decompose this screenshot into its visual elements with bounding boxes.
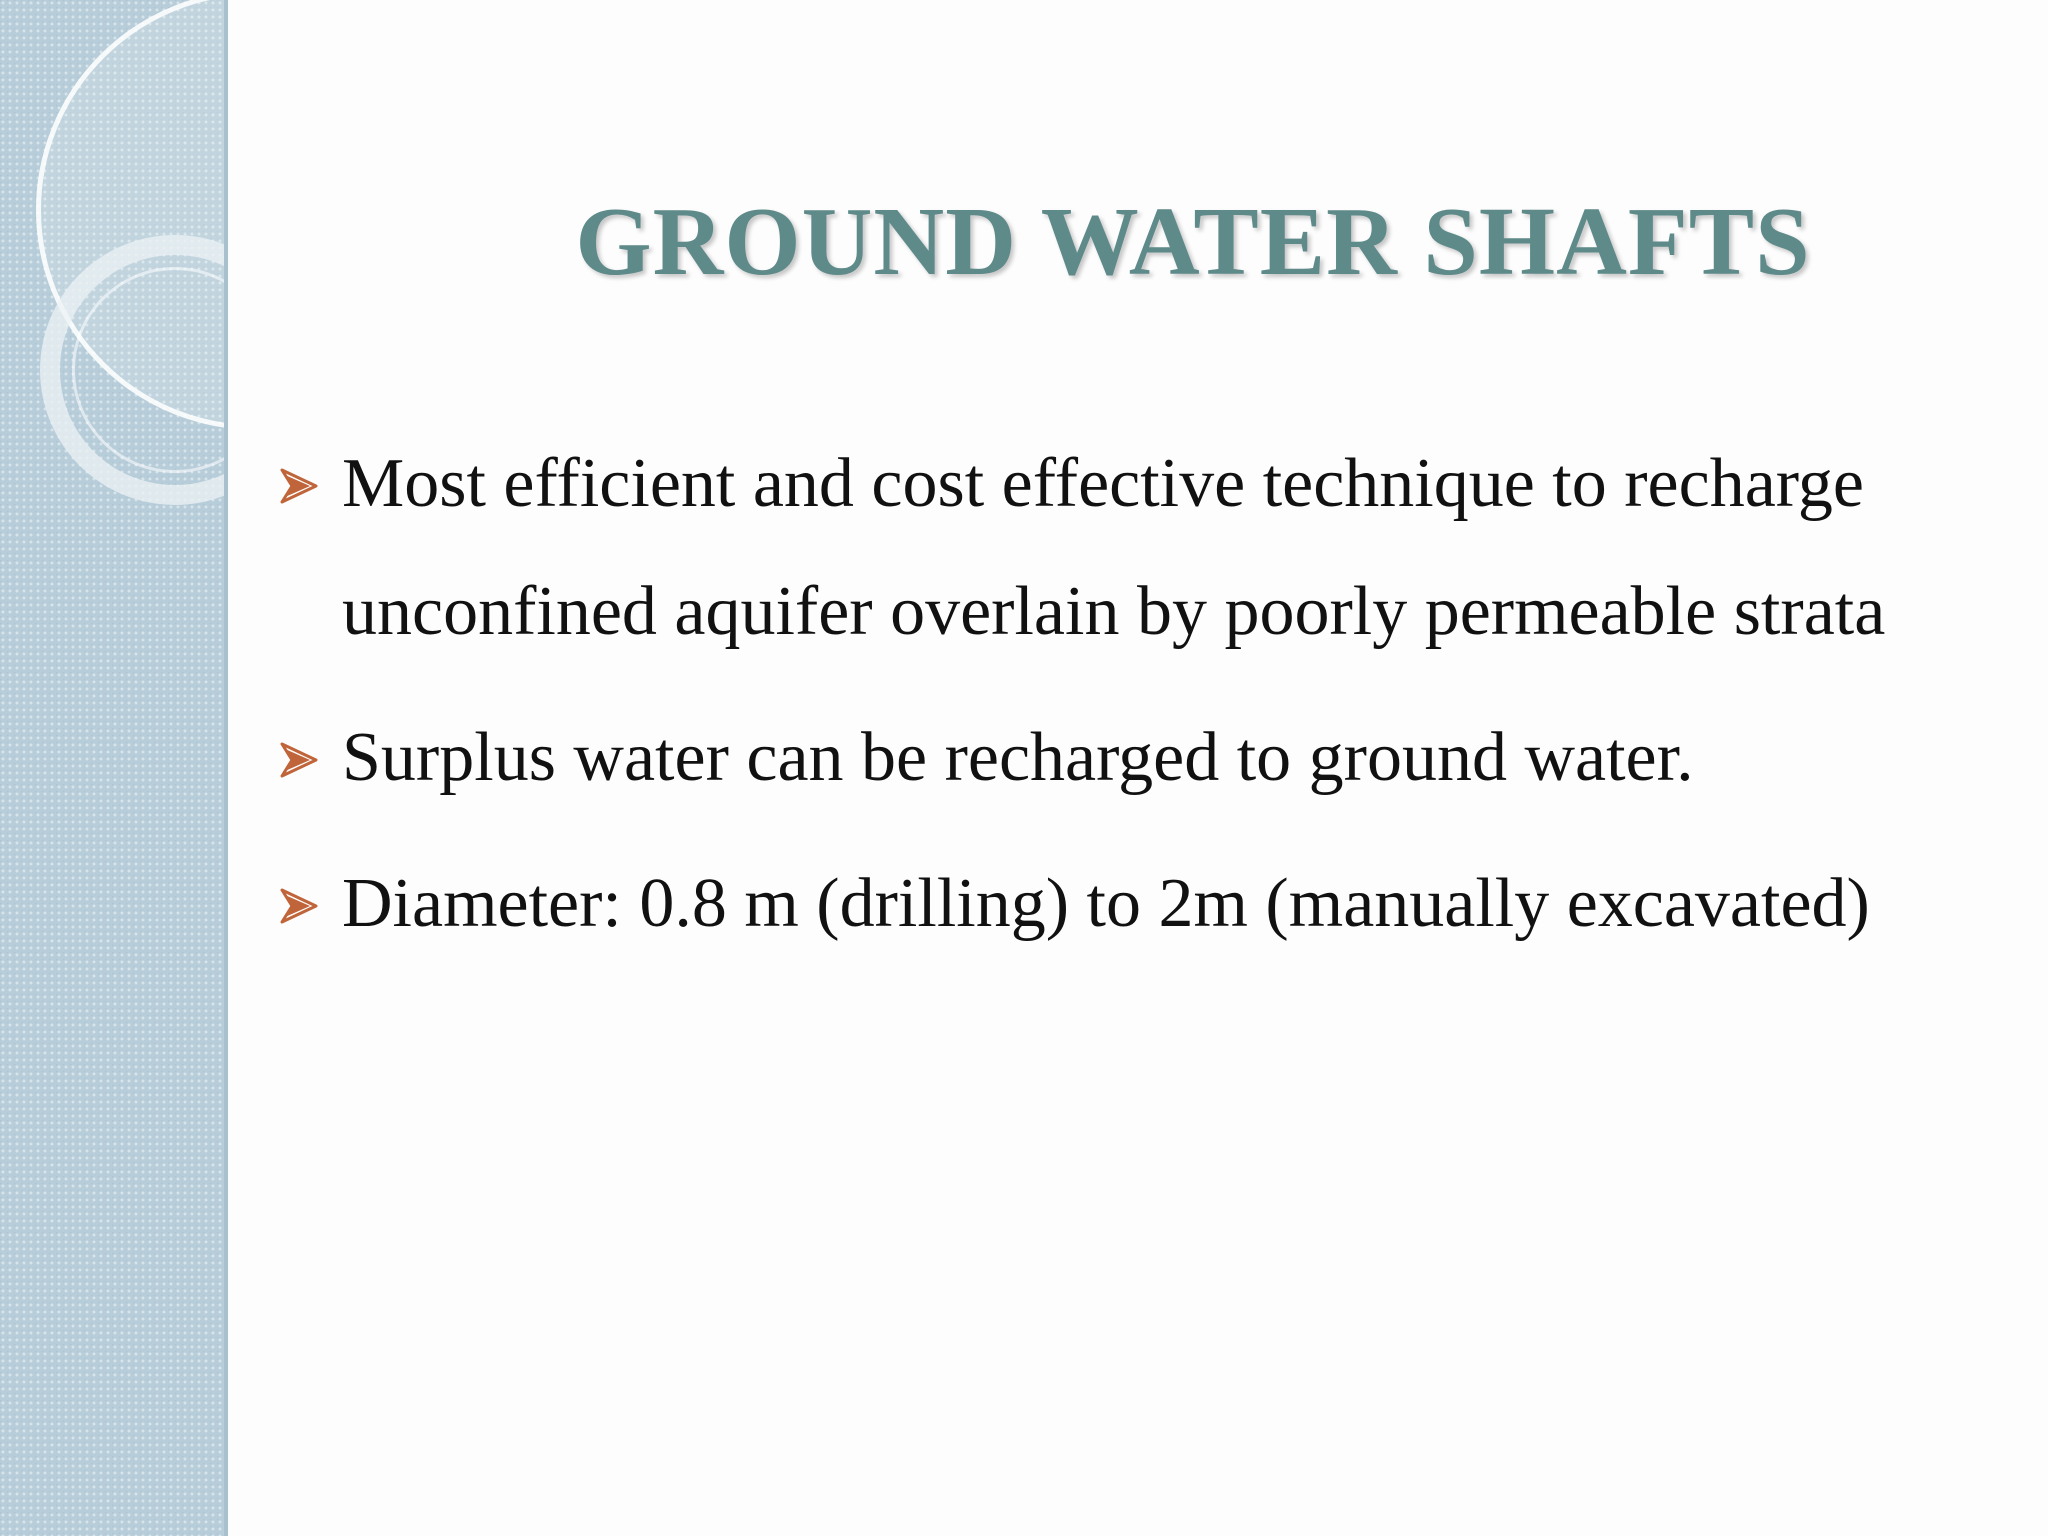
decorative-sidebar <box>0 0 228 1536</box>
bullet-item <box>280 420 1980 676</box>
bullet-text: Diameter: 0.8 m (drilling) to 2m (manually excavated) <box>342 865 1870 942</box>
arrowhead-bullet-icon <box>280 466 318 506</box>
bullet-item <box>280 694 1980 822</box>
bullet-text: Most efficient and cost effective technique to recharge unconfined aquifer overlain by poorly permeable strata <box>342 445 1886 650</box>
bullet-item <box>280 840 1980 968</box>
bullet-list <box>280 420 1980 986</box>
arrowhead-bullet-icon <box>280 886 318 926</box>
bullet-text: Surplus water can be recharged to ground water. <box>342 719 1694 796</box>
slide-title: GROUND WATER SHAFTS <box>575 187 1811 296</box>
arrowhead-bullet-icon <box>280 740 318 780</box>
